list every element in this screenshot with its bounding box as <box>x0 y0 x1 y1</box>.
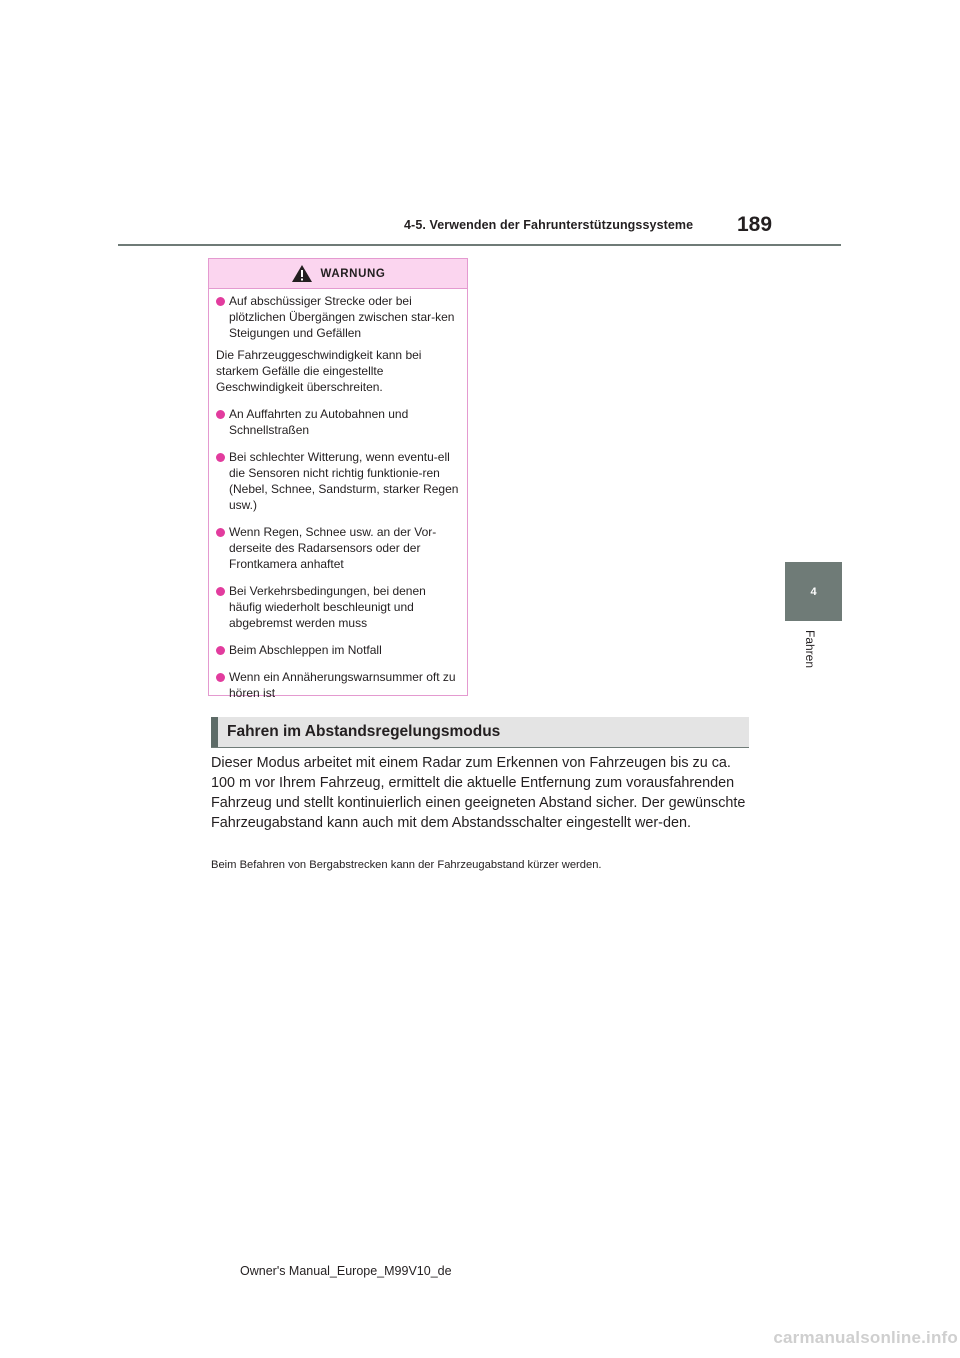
warning-bullet <box>216 642 460 658</box>
warning-bullet <box>216 406 460 438</box>
warning-bullet-text: Wenn Regen, Schnee usw. an der Vor-derseite des Radarsensors oder der Frontkamera anhaftet <box>229 525 437 571</box>
warning-bullet <box>216 449 460 513</box>
warning-bullet-text: Bei schlechter Witterung, wenn eventu-ell die Sensoren nicht richtig funktionie-ren (Nebel, Schnee, Sandsturm, starker Regen usw.) <box>229 450 459 512</box>
header-divider <box>118 244 841 246</box>
section-body-paragraph: Dieser Modus arbeitet mit einem Radar zum Erkennen von Fahrzeugen bis zu ca. 100 m vor Ihrem Fahrzeug, ermittelt die aktuelle Entfernung zum vorausfahrenden Fahrzeug und stellt kontinuierlich einen geeigneten Abstand sicher. Der gewünschte Fahrzeugabstand kann auch mit dem Abstandsschalter eingestellt wer-den. <box>211 755 746 831</box>
bullet-dot-icon <box>216 587 225 596</box>
chapter-label: Fahren <box>803 630 817 669</box>
section-note: Beim Befahren von Bergabstrecken kann der Fahrzeugabstand kürzer werden. <box>211 859 602 871</box>
watermark[interactable]: carmanualsonline.info <box>773 1328 958 1347</box>
section-heading-bar <box>211 717 218 747</box>
warning-bullet-text: Auf abschüssiger Strecke oder bei plötzlichen Übergängen zwischen star-ken Steigungen und Gefällen <box>229 294 455 340</box>
warning-bullet <box>216 583 460 631</box>
warning-triangle-icon <box>291 264 313 283</box>
page-number: 189 <box>737 213 773 236</box>
footer-manual-id: Owner's Manual_Europe_M99V10_de <box>240 1264 452 1278</box>
bullet-dot-icon <box>216 673 225 682</box>
warning-bullet-text: Wenn ein Annäherungswarnsummer oft zu hören ist <box>229 670 456 700</box>
warning-bullet-text: An Auffahrten zu Autobahnen und Schnellstraßen <box>229 407 409 437</box>
section-heading-text: Fahren im Abstandsregelungsmodus <box>227 723 501 740</box>
chapter-tab[interactable] <box>785 562 842 621</box>
warning-header <box>209 259 467 289</box>
warning-bullet <box>216 669 460 701</box>
warning-bullet-text: Beim Abschleppen im Notfall <box>229 643 382 657</box>
warning-title: WARNUNG <box>320 267 386 280</box>
bullet-dot-icon <box>216 410 225 419</box>
bullet-dot-icon <box>216 297 225 306</box>
chapter-number: 4 <box>810 585 817 598</box>
warning-body <box>209 289 467 701</box>
bullet-dot-icon <box>216 528 225 537</box>
section-header-title: 4-5. Verwenden der Fahrunterstützungssysteme <box>404 218 694 232</box>
bullet-dot-icon <box>216 646 225 655</box>
warning-paragraph: Die Fahrzeuggeschwindigkeit kann bei starkem Gefälle die eingestellte Geschwindigkeit überschreiten. <box>216 348 422 394</box>
warning-bullet <box>216 524 460 572</box>
bullet-dot-icon <box>216 453 225 462</box>
warning-box <box>208 258 468 700</box>
warning-bullet <box>216 293 460 341</box>
section-heading <box>211 717 749 748</box>
warning-bullet-text: Bei Verkehrsbedingungen, bei denen häufig wiederholt beschleunigt und abgebremst werden muss <box>229 584 426 630</box>
